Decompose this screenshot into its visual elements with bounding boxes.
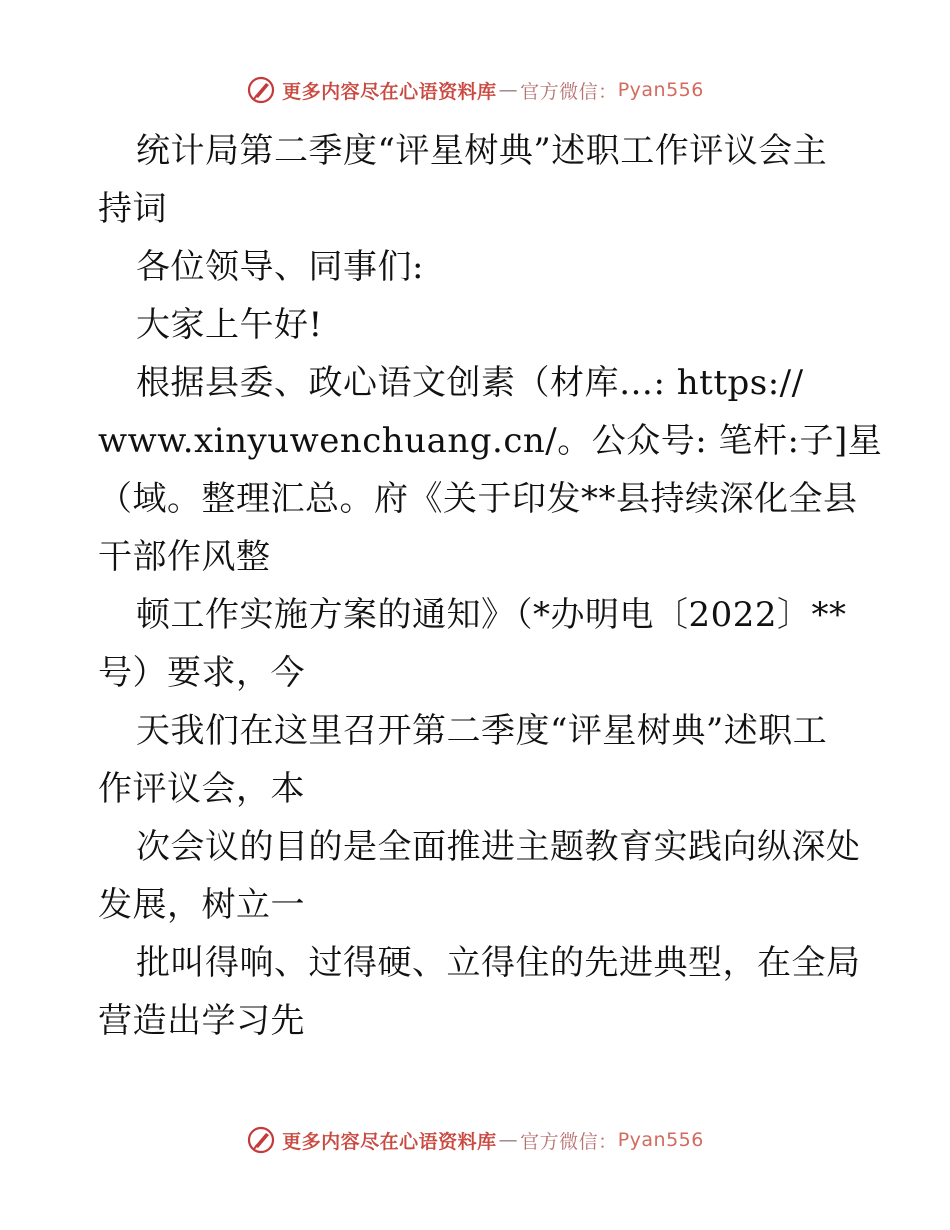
greeting-line: 大家上午好! (136, 305, 323, 345)
watermark-prefix: 更多内容尽在心语资料库 (282, 1130, 497, 1153)
document-title-line-2: 持词 (98, 189, 167, 229)
paragraph-line: （域。整理汇总。府《关于印发**县持续深化全县 (98, 479, 858, 519)
watermark-prefix: 更多内容尽在心语资料库 (282, 80, 497, 103)
document-body (98, 122, 883, 1050)
paragraph-line: 发展，树立一 (98, 885, 305, 925)
document-title-line-1: 统计局第二季度“评星树典”述职工作评议会主 (136, 131, 828, 171)
watermark-wechat-id: Pyan556 (617, 79, 704, 101)
salutation-line: 各位领导、同事们: (136, 247, 424, 287)
paragraph-line: 次会议的目的是全面推进主题教育实践向纵深处 (136, 827, 861, 867)
paragraph-line: 号）要求，今 (98, 653, 305, 693)
paragraph-line: 作评议会，本 (98, 769, 305, 809)
paragraph-line: 顿工作实施方案的通知》（*办明电〔2022〕** (136, 595, 847, 635)
paragraph-line: 干部作风整 (98, 537, 271, 577)
watermark-header (0, 72, 950, 108)
paragraph-line: www.xinyuwenchuang.cn/。公众号: 笔杆:子]星 (98, 421, 883, 461)
watermark-wechat-label: 官方微信： (520, 1130, 618, 1153)
quill-pen-circle-icon (246, 1125, 276, 1155)
paragraph-line: 批叫得响、过得硬、立得住的先进典型，在全局 (136, 943, 861, 983)
quill-pen-circle-icon (246, 75, 276, 105)
watermark-dash: — (498, 1129, 519, 1151)
paragraph-line: 营造出学习先 (98, 1001, 305, 1041)
watermark-footer (0, 1122, 950, 1158)
paragraph-line: 根据县委、政心语文创素（材库…: https:// (136, 363, 804, 403)
watermark-wechat-label: 官方微信： (520, 80, 618, 103)
watermark-dash: — (498, 79, 519, 101)
paragraph-line: 天我们在这里召开第二季度“评星树典”述职工 (136, 711, 828, 751)
watermark-wechat-id: Pyan556 (617, 1129, 704, 1151)
